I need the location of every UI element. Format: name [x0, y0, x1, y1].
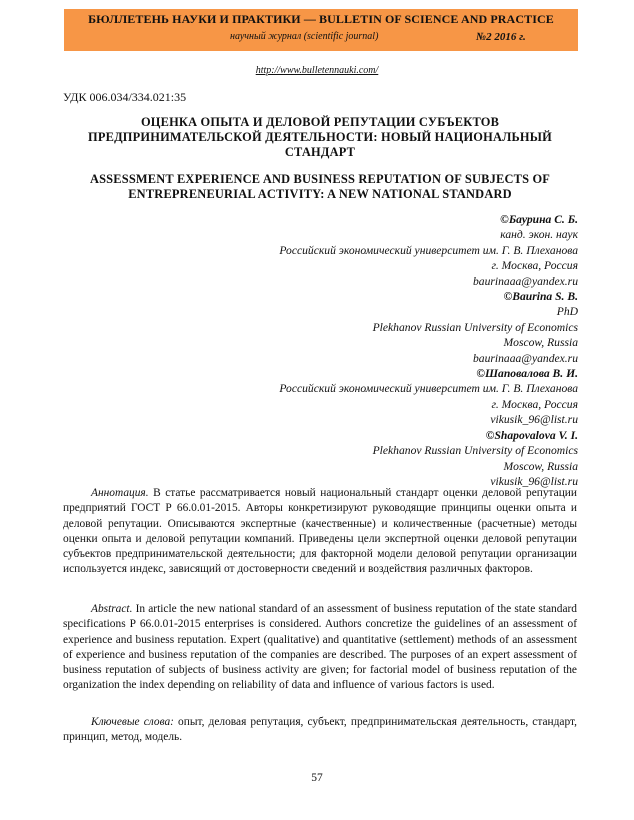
- annotation-text: В статье рассматривается новый национальный стандарт оценки деловой репутации предприятий ГОСТ Р 66.0.01-2015. Авторы конкретизируют руководящие принципы оценки опыта и деловой репутации. Описываются экспертные (качественные) и количественные (расчетные) методы оценки опыта и деловой репутации компаний. Приведены цели экспертной оценки деловой репутации субъектов предпринимательской деятельности; для факторной модели деловой репутации организации используется индекс, зависящий от достоверности сведений и воздействия различных факторов.: [63, 487, 577, 576]
- author-name: ©Баурина С. Б.: [500, 213, 578, 226]
- author-affiliation: Российский экономический университет им. Г. В. Плеханова: [279, 382, 578, 396]
- author-email[interactable]: baurinaaa@yandex.ru: [472, 351, 578, 365]
- authors-block: [279, 212, 578, 489]
- udk-code: УДК 006.034/334.021:35: [63, 90, 187, 104]
- article-title-en: ASSESSMENT EXPERIENCE AND BUSINESS REPUTATION OF SUBJECTS OF ENTREPRENEURIAL ACTIVITY: A NEW NATIONAL STANDARD: [89, 172, 551, 201]
- author-degree: канд. экон. наук: [500, 228, 578, 242]
- journal-issue: №2 2016 г.: [476, 31, 526, 43]
- author-location: Moscow, Russia: [503, 336, 578, 350]
- annotation-paragraph: [63, 486, 577, 578]
- journal-title: БЮЛЛЕТЕНЬ НАУКИ И ПРАКТИКИ — BULLETIN OF SCIENCE AND PRACTICE: [88, 12, 554, 26]
- author-affiliation: Plekhanov Russian University of Economics: [372, 320, 578, 334]
- author-email[interactable]: vikusik_96@list.ru: [490, 413, 578, 427]
- keywords-label: Ключевые слова:: [91, 716, 174, 728]
- author-location: г. Москва, Россия: [491, 259, 578, 273]
- page-number: 57: [311, 772, 323, 784]
- author-location: Moscow, Russia: [503, 459, 578, 473]
- abstract-paragraph: [63, 602, 577, 694]
- author-affiliation: Plekhanov Russian University of Economics: [372, 444, 578, 458]
- journal-header: [64, 9, 578, 51]
- keywords-text: опыт, деловая репутация, субъект, предпринимательская деятельность, стандарт, принцип, метод, модель.: [63, 716, 577, 744]
- author-email[interactable]: baurinaaa@yandex.ru: [472, 274, 578, 288]
- author-name: ©Шаповалова В. И.: [476, 367, 578, 381]
- author-name: ©Shapovalova V. I.: [485, 428, 578, 442]
- journal-type: научный журнал (scientific journal): [230, 31, 379, 42]
- abstract-label: Abstract.: [91, 603, 133, 615]
- author-name: ©Baurina S. B.: [503, 290, 578, 304]
- author-location: г. Москва, Россия: [491, 397, 578, 411]
- article-title-ru: ОЦЕНКА ОПЫТА И ДЕЛОВОЙ РЕПУТАЦИИ СУБЪЕКТОВ ПРЕДПРИНИМАТЕЛЬСКОЙ ДЕЯТЕЛЬНОСТИ: НОВЫЙ НАЦИОНАЛЬНЫЙ СТАНДАРТ: [88, 115, 552, 159]
- keywords-paragraph: [63, 715, 577, 746]
- abstract-text: In article the new national standard of an assessment of business reputation of the state standard specifications Р 66.0.01-2015 enterprises is considered. Authors concretize the guidelines of an assessment of experience and business reputation. Expert (qualitative) and quantitative (settlement) methods of an assessment of experience and business reputation of the companies are described. The purposes of an expert assessment of business reputation of subjects of business activity are given; for factorial model of business reputation of the organization the index depending on reliability of data and influence of various factors is used.: [63, 603, 577, 692]
- author-degree: PhD: [556, 305, 578, 319]
- author-affiliation: Российский экономический университет им. Г. В. Плеханова: [279, 243, 578, 257]
- journal-url-link[interactable]: http://www.bulletennauki.com/: [255, 65, 379, 76]
- author-email[interactable]: vikusik_96@list.ru: [490, 474, 578, 488]
- annotation-label: Аннотация.: [91, 487, 149, 499]
